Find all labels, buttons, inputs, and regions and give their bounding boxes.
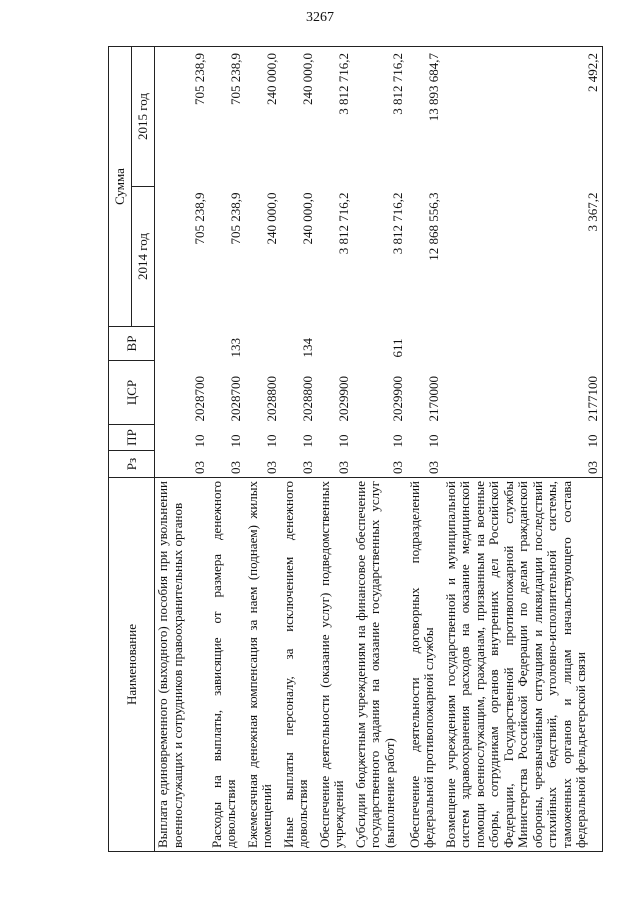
row-vr <box>443 327 603 361</box>
row-2014: 12 868 556,3 <box>425 192 441 261</box>
header-2014: 2014 год <box>132 187 155 327</box>
rotated-table-container <box>108 47 600 852</box>
row-pr: 10 <box>443 425 603 451</box>
header-2015: 2015 год <box>132 47 155 187</box>
table-row <box>443 47 603 852</box>
row-csr: 2028700 <box>191 376 207 422</box>
row-2015: 2 492,2 <box>443 47 603 187</box>
row-csr: 2028800 <box>263 376 279 422</box>
table-row <box>317 47 353 852</box>
row-rz: 03 <box>425 461 441 474</box>
table-row <box>281 47 317 852</box>
row-name: Ежемесячная денежная компенсация за наем (поднаем) жилых помещений <box>245 478 281 852</box>
row-2015: 3 812 716,2 <box>317 47 353 187</box>
row-pr: 10 <box>191 434 207 448</box>
row-csr: 2170000 <box>425 376 441 422</box>
row-pr: 10 <box>425 434 441 448</box>
row-csr: 2028800 <box>299 376 315 422</box>
row-name: Обеспечение деятельности договорных подразделений федеральной противопожарной службы <box>407 478 443 852</box>
row-name: Возмещение учреждениям государственной и муниципальной систем здравоохранения расходов на оказание медицинской помощи военнослужащим, гражданам, призванным на военные сборы, сотрудникам органов внутренних дел Российской Федерации, Государственной противопожарной службы Министерства Российской Федерации по делам гражданской обороны, чрезвычайным ситуациям и ликвидации последствий стихийных бедствий, уголовно-исполнительной системы, таможенных органов и лицам начальствующего состава федеральной фельдъегерской связи <box>443 478 603 852</box>
row-2015: 13 893 684,7 <box>407 47 443 187</box>
page-number: 3267 <box>306 10 334 25</box>
row-2014: 705 238,9 <box>191 192 207 245</box>
row-rz: 03 <box>191 461 207 474</box>
row-csr: 2029900 <box>335 376 351 422</box>
row-name: Обеспечение деятельности (оказание услуг) подведомственных учреждений <box>317 478 353 852</box>
row-vr <box>155 327 209 361</box>
row-rz: 03 <box>263 461 279 474</box>
row-pr: 10 <box>335 434 351 448</box>
row-rz: 03 <box>443 451 603 478</box>
table-row <box>407 47 443 852</box>
row-2015: 705 238,9 <box>155 47 209 187</box>
header-rz: Рз <box>109 451 155 478</box>
table-row <box>353 47 407 852</box>
row-name: Выплата единовременного (выходного) пособия при увольнении военнослужащих и сотрудников правоохранительных органов <box>155 478 209 852</box>
budget-table <box>108 46 603 852</box>
row-2014: 240 000,0 <box>299 192 315 245</box>
row-rz: 03 <box>227 461 243 474</box>
row-name: Субсидии бюджетным учреждениям на финансовое обеспечение государственного задания на оказание государственных услуг (выполнение работ) <box>353 478 407 852</box>
row-vr: 134 <box>299 338 315 358</box>
row-2014: 240 000,0 <box>263 192 279 245</box>
row-rz: 03 <box>335 461 351 474</box>
header-pr: ПР <box>109 425 155 451</box>
row-rz: 03 <box>389 461 405 474</box>
row-pr: 10 <box>263 434 279 448</box>
row-csr: 2177100 <box>443 361 603 425</box>
row-vr: 611 <box>389 338 405 358</box>
row-vr: 133 <box>227 338 243 358</box>
row-csr: 2029900 <box>389 376 405 422</box>
row-name: Иные выплаты персоналу, за исключением денежного довольствия <box>281 478 317 852</box>
row-2015: 240 000,0 <box>245 47 281 187</box>
header-name: Наименование <box>109 478 155 852</box>
table-row <box>245 47 281 852</box>
row-vr <box>317 327 353 361</box>
row-2014: 705 238,9 <box>227 192 243 245</box>
row-2015: 240 000,0 <box>281 47 317 187</box>
row-csr: 2028700 <box>227 376 243 422</box>
row-rz: 03 <box>299 461 315 474</box>
header-sum: Сумма <box>109 47 132 327</box>
row-pr: 10 <box>227 434 243 448</box>
row-2014: 3 812 716,2 <box>389 192 405 255</box>
row-name: Расходы на выплаты, зависящие от размера денежного довольствия <box>209 478 245 852</box>
row-2014: 3 812 716,2 <box>335 192 351 255</box>
header-csr: ЦСР <box>109 361 155 425</box>
table-row <box>209 47 245 852</box>
table-row <box>155 47 209 852</box>
header-vr: ВР <box>109 327 155 361</box>
row-pr: 10 <box>299 434 315 448</box>
row-2014: 3 367,2 <box>443 187 603 327</box>
row-pr: 10 <box>389 434 405 448</box>
row-vr <box>407 327 443 361</box>
row-2015: 3 812 716,2 <box>353 47 407 187</box>
row-2015: 705 238,9 <box>209 47 245 187</box>
row-vr <box>245 327 281 361</box>
